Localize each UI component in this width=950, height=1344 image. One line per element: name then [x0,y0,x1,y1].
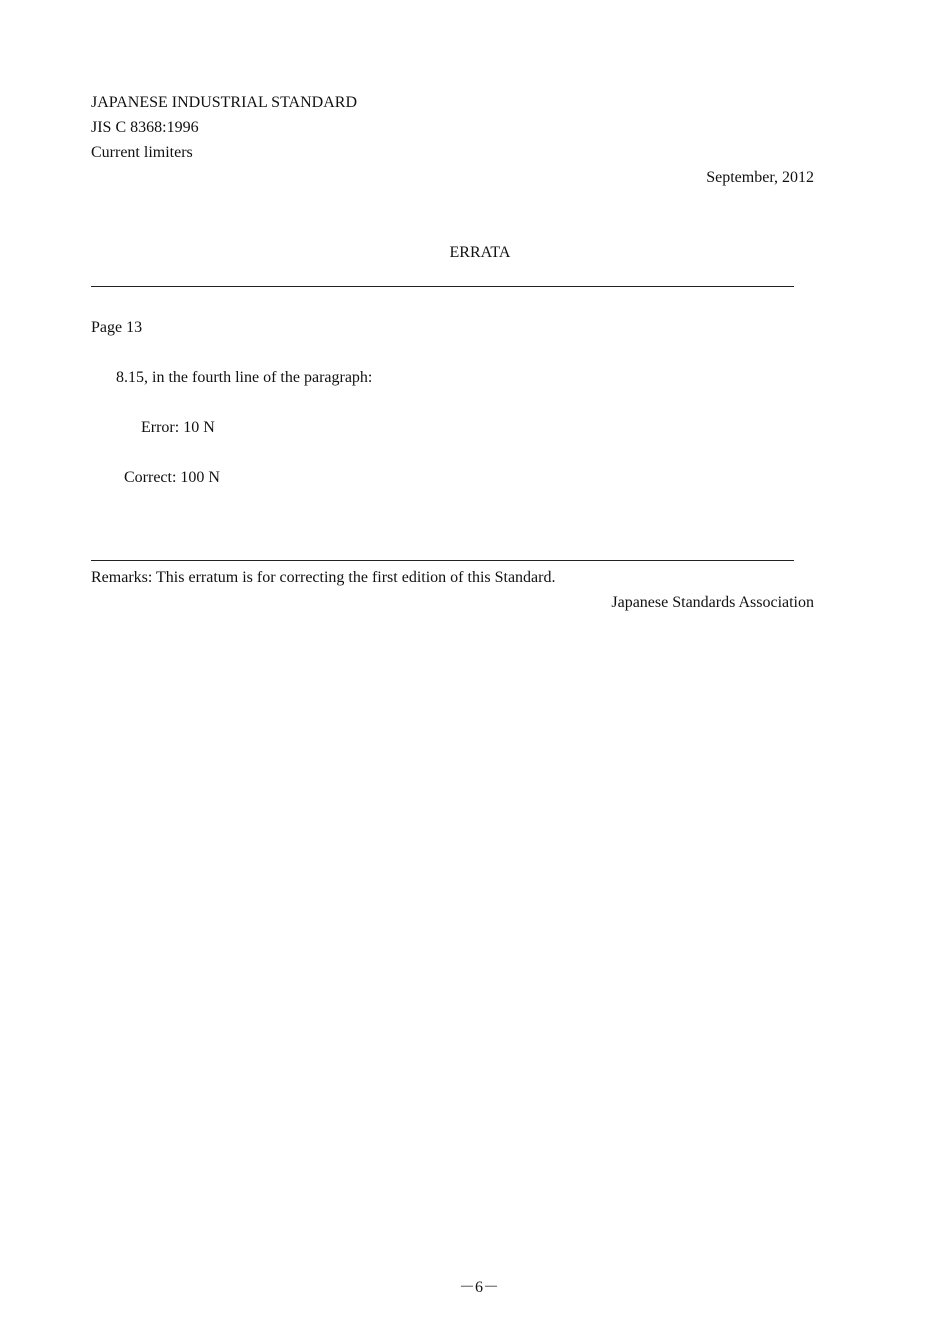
standard-subject: Current limiters [91,144,193,161]
page-number: －6－ [458,1279,499,1296]
bottom-divider [91,560,794,561]
errata-title: ERRATA [449,244,511,261]
standard-number: JIS C 8368:1996 [91,119,199,136]
error-line: Error: 10 N [141,419,215,436]
page-reference: Page 13 [91,319,143,336]
correct-line: Correct: 100 N [124,469,220,486]
standard-heading: JAPANESE INDUSTRIAL STANDARD [91,94,357,111]
issuer-name: Japanese Standards Association [611,594,814,611]
remarks-text: Remarks: This erratum is for correcting the first edition of this Standard. [91,569,556,586]
top-divider [91,286,794,287]
issue-date: September, 2012 [706,169,814,186]
erratum-location: 8.15, in the fourth line of the paragraph: [116,369,373,386]
